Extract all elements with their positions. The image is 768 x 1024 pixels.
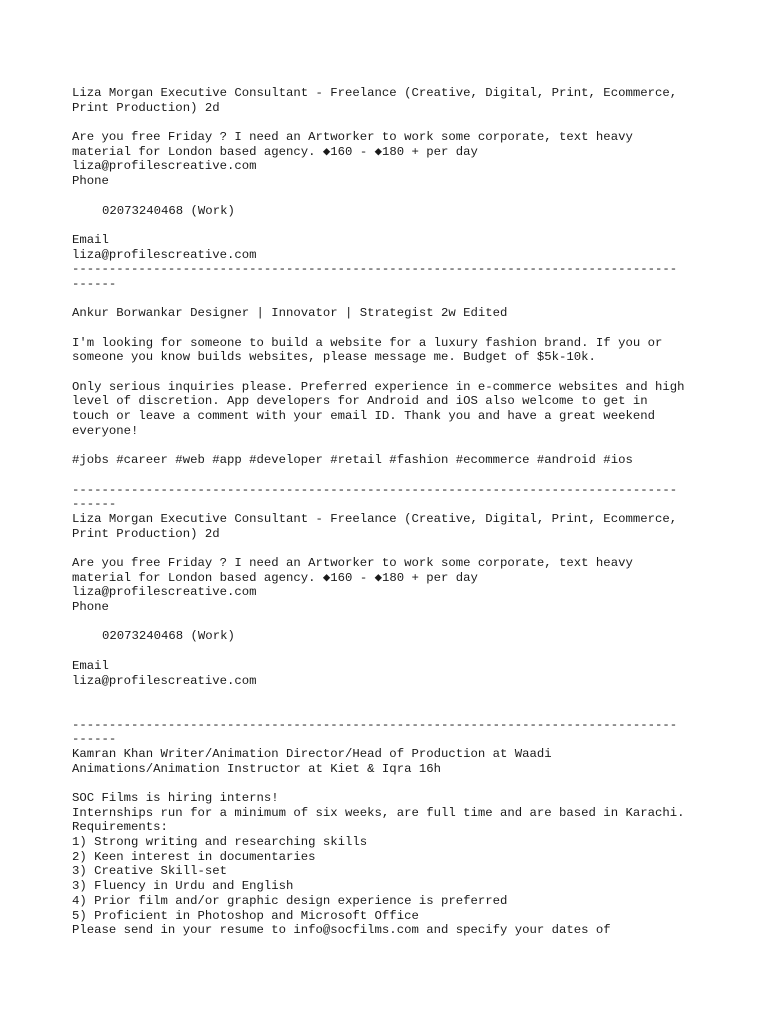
post-header-line: Liza Morgan Executive Consultant - Freelance (Creative, Digital, Print, Ecommerce, (72, 86, 678, 100)
email-label: Email (72, 232, 109, 247)
requirement-item: 4) Prior film and/or graphic design experience is preferred (72, 893, 508, 908)
post-body-line: touch or leave a comment with your email ID. Thank you and have a great weekend (72, 409, 655, 424)
email-address: liza@profilescreative.com (72, 159, 257, 174)
phone-number: 02073240468 (Work) (102, 629, 235, 644)
phone-label: Phone (72, 174, 109, 189)
email-address: liza@profilescreative.com (72, 585, 257, 600)
post-body-line: level of discretion. App developers for Android and iOS also welcome to get in (72, 394, 648, 409)
phone-number: 02073240468 (Work) (102, 203, 235, 218)
requirements-heading: Requirements: (72, 820, 168, 835)
requirement-item: 3) Fluency in Urdu and English (72, 879, 294, 894)
post-body-line: material for London based agency. ◆160 - ◆180 + per day (72, 570, 478, 585)
divider-line: ---------------------------------------------------------------------------------- (72, 717, 678, 732)
post-body-line: Please send in your resume to info@socfilms.com and specify your dates of (72, 923, 611, 938)
post-body-line: Are you free Friday ? I need an Artworker to work some corporate, text heavy (72, 130, 633, 145)
requirement-item: 3) Creative Skill-set (72, 864, 227, 879)
post-header-line: Print Production) 2d (72, 526, 220, 541)
post-liza-morgan-1 (72, 86, 712, 262)
divider-line: ------ (72, 276, 117, 291)
post-body-line: someone you know builds websites, please message me. Budget of $5k-10k. (72, 350, 596, 365)
post-body-line: Are you free Friday ? I need an Artworker to work some corporate, text heavy (72, 556, 633, 570)
divider-line: ------ (72, 732, 117, 747)
post-body-line: material for London based agency. ◆160 - ◆180 + per day (72, 144, 478, 159)
email-address: liza@profilescreative.com (72, 673, 257, 688)
post-kamran-khan (72, 747, 712, 938)
hashtags: #jobs #career #web #app #developer #retail #fashion #ecommerce #android #ios (72, 453, 633, 468)
post-header-line: Liza Morgan Executive Consultant - Freelance (Creative, Digital, Print, Ecommerce, (72, 511, 678, 526)
email-address: liza@profilescreative.com (72, 247, 257, 262)
post-liza-morgan-2 (72, 512, 712, 718)
post-body-line: Only serious inquiries please. Preferred experience in e-commerce websites and high (72, 379, 685, 394)
post-body-line: SOC Films is hiring interns! (72, 791, 279, 805)
post-body-line: everyone! (72, 423, 139, 438)
requirement-item: 5) Proficient in Photoshop and Microsoft Office (72, 908, 419, 923)
requirement-item: 1) Strong writing and researching skills (72, 835, 368, 850)
post-header-line: Animations/Animation Instructor at Kiet & Iqra 16h (72, 761, 441, 776)
divider-line: ------ (72, 497, 117, 512)
post-body-line: Internships run for a minimum of six weeks, are full time and are based in Karachi. (72, 805, 685, 820)
requirement-item: 2) Keen interest in documentaries (72, 849, 316, 864)
post-header-line: Kamran Khan Writer/Animation Director/Head of Production at Waadi (72, 746, 552, 761)
phone-label: Phone (72, 600, 109, 615)
email-label: Email (72, 658, 109, 673)
divider-line: ---------------------------------------------------------------------------------- (72, 482, 678, 497)
post-header-line: Print Production) 2d (72, 100, 220, 115)
divider-line: ---------------------------------------------------------------------------------- (72, 262, 678, 277)
document-page (72, 86, 712, 938)
post-ankur-borwankar (72, 306, 712, 482)
post-body-line: I'm looking for someone to build a website for a luxury fashion brand. If you or (72, 335, 663, 350)
post-header-line: Ankur Borwankar Designer | Innovator | Strategist 2w Edited (72, 306, 508, 321)
